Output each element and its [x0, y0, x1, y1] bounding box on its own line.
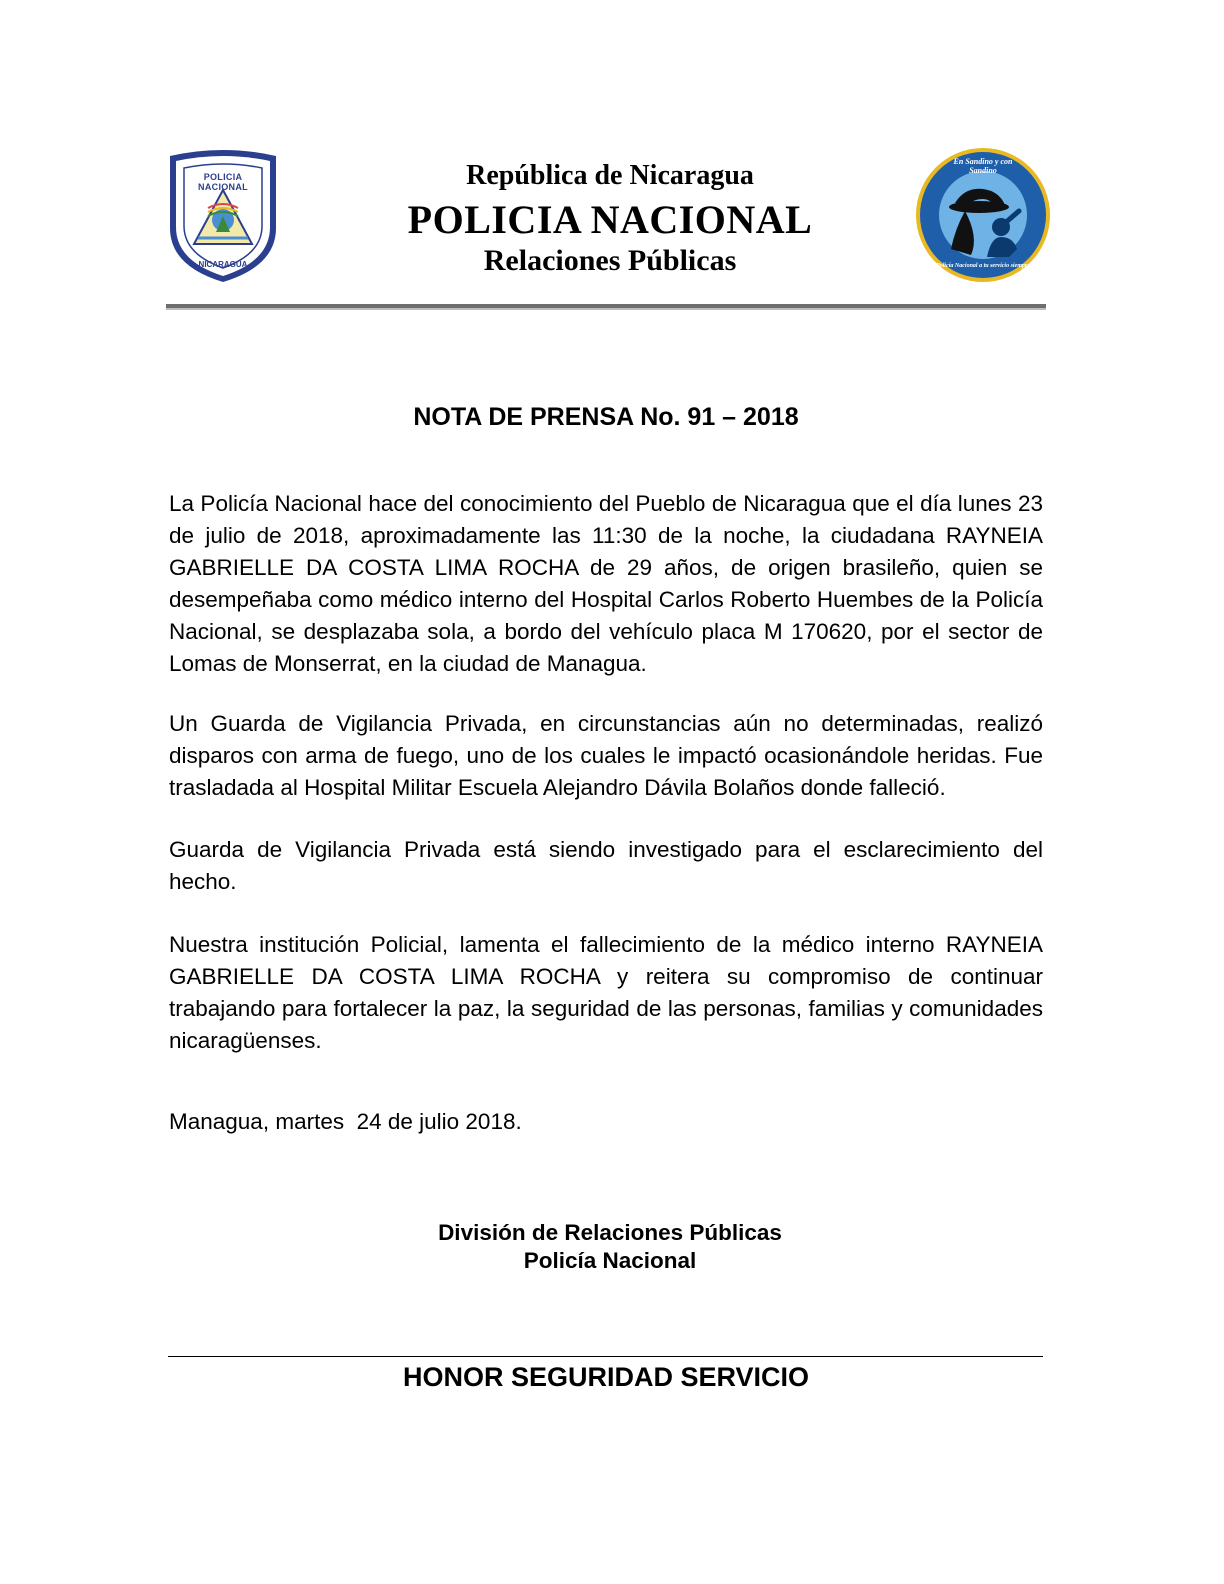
- header-divider: [166, 304, 1046, 310]
- body-paragraph-2: Un Guarda de Vigilancia Privada, en circunstancias aún no determinadas, realizó disparos con arma de fuego, uno de los cuales le impactó ocasionándole heridas. Fue trasladada al Hospital Militar Escuela Alejandro Dávila Bolaños donde falleció.: [169, 711, 1043, 800]
- header-department: Relaciones Públicas: [483, 244, 737, 277]
- body-paragraph-3: Guarda de Vigilancia Privada está siendo investigado para el esclarecimiento del hecho.: [169, 837, 1043, 894]
- shield-bottom-text: NICARAGUA: [198, 260, 248, 269]
- shield-top-text: POLICIA NACIONAL: [198, 172, 248, 192]
- header-country: República de Nicaragua: [466, 160, 754, 191]
- signature-division: División de Relaciones Públicas: [438, 1220, 782, 1245]
- signature-institution: Policía Nacional: [523, 1248, 697, 1273]
- seal-top-text: En Sandino y con Sandino: [953, 157, 1013, 175]
- footer-motto: HONOR SEGURIDAD SERVICIO: [402, 1362, 810, 1392]
- footer-divider: [168, 1356, 1043, 1357]
- dateline: Managua, martes 24 de julio 2018.: [169, 1109, 522, 1134]
- body-paragraph-4: Nuestra institución Policial, lamenta el fallecimiento de la médico interno RAYNEIA GABRIELLE DA COSTA LIMA ROCHA y reitera su compromiso de continuar trabajando para fortalecer la paz, la seguridad de las personas, familias y comunidades nicaragüenses.: [169, 932, 1043, 1053]
- press-note-title: NOTA DE PRENSA No. 91 – 2018: [413, 403, 799, 431]
- police-shield-logo: [164, 148, 282, 284]
- sandino-seal-logo: [913, 145, 1053, 285]
- body-paragraph-1: La Policía Nacional hace del conocimiento del Pueblo de Nicaragua que el día lunes 23 de julio de 2018, aproximadamente las 11:30 de la noche, la ciudadana RAYNEIA GABRIELLE DA COSTA LIMA ROCHA de 29 años, de origen brasileño, quien se desempeñaba como médico interno del Hospital Carlos Roberto Huembes de la Policía Nacional, se desplazaba sola, a bordo del vehículo placa M 170620, por el sector de Lomas de Monserrat, en la ciudad de Managua.: [169, 491, 1043, 676]
- seal-bottom-text: Policía Nacional a tu servicio siempre: [936, 263, 1030, 269]
- header-institution: POLICIA NACIONAL: [407, 197, 813, 242]
